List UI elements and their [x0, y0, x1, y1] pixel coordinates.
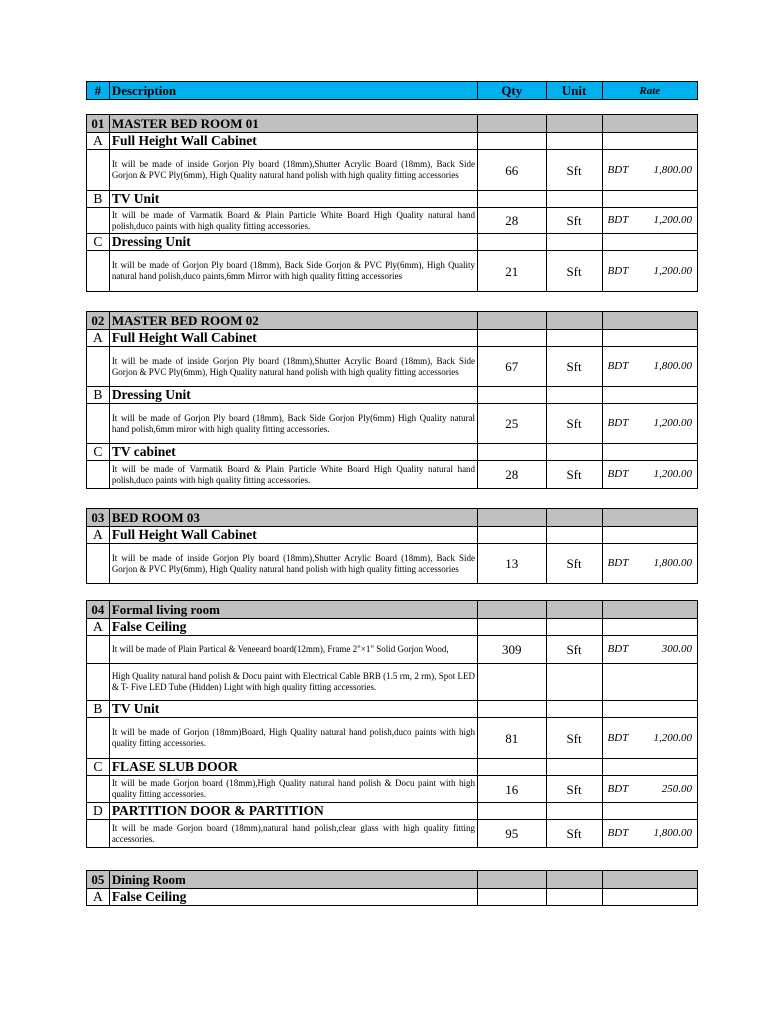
empty-cell [87, 544, 110, 584]
empty-cell [546, 527, 602, 544]
item-title: Dressing Unit [109, 234, 477, 251]
empty-cell [87, 718, 110, 759]
item-unit: Sft [546, 347, 602, 387]
item-rate: 1,800.00 [653, 557, 692, 569]
item-rate: 1,200.00 [653, 264, 692, 277]
empty-cell [602, 759, 697, 776]
empty-cell [87, 664, 110, 701]
empty-cell [87, 636, 110, 664]
item-title-row [87, 527, 698, 544]
item-rate-cell [602, 404, 697, 444]
header-description: Description [109, 82, 477, 100]
section-title: MASTER BED ROOM 01 [109, 115, 477, 133]
empty-cell [87, 404, 110, 444]
item-rate-cell [602, 208, 697, 234]
item-description: It will be made of inside Gorjon Ply board (18mm),Shutter Acrylic Board (18mm), Back Side Gorjon & PVC Ply(6mm), High Quality natural hand polish with high quality fitting accessories [109, 347, 477, 387]
item-rate: 1,800.00 [653, 360, 692, 372]
empty-cell [478, 889, 546, 906]
item-letter: D [87, 803, 110, 820]
item-letter: A [87, 889, 110, 906]
item-currency: BDT [607, 827, 629, 839]
item-letter: B [87, 191, 110, 208]
item-unit: Sft [546, 718, 602, 759]
empty-cell [478, 509, 546, 527]
section-row [87, 509, 698, 527]
empty-cell [602, 234, 697, 251]
item-qty: 66 [478, 150, 546, 191]
item-rate-cell [602, 718, 697, 759]
item-detail-row [87, 820, 698, 848]
item-title-row [87, 387, 698, 404]
empty-cell [478, 234, 546, 251]
item-currency: BDT [607, 731, 629, 744]
item-title: Full Height Wall Cabinet [109, 330, 477, 347]
item-currency: BDT [607, 417, 629, 429]
empty-cell [478, 387, 546, 404]
section-row [87, 871, 698, 889]
item-detail-row [87, 461, 698, 489]
empty-cell [602, 803, 697, 820]
item-title: PARTITION DOOR & PARTITION [109, 803, 477, 820]
item-rate: 250.00 [661, 782, 692, 795]
item-title-row [87, 701, 698, 718]
item-title-row [87, 803, 698, 820]
item-rate: 1,200.00 [653, 417, 692, 429]
item-detail-row [87, 636, 698, 664]
item-title-row [87, 133, 698, 150]
item-rate: 1,800.00 [653, 163, 692, 176]
section-number: 05 [87, 871, 110, 889]
item-unit: Sft [546, 820, 602, 848]
section-title: MASTER BED ROOM 02 [109, 312, 477, 330]
empty-cell [546, 871, 602, 889]
empty-cell [602, 601, 697, 619]
empty-cell [478, 619, 546, 636]
rate-wrap [605, 784, 695, 795]
item-rate-cell [602, 461, 697, 489]
empty-cell [87, 820, 110, 848]
section-table [86, 508, 698, 584]
item-currency: BDT [607, 360, 629, 372]
empty-cell [546, 444, 602, 461]
empty-cell [602, 115, 697, 133]
item-currency: BDT [607, 468, 629, 480]
empty-cell [87, 461, 110, 489]
item-title: Full Height Wall Cabinet [109, 133, 477, 150]
section-row [87, 115, 698, 133]
item-rate-cell [602, 150, 697, 191]
empty-cell [87, 208, 110, 234]
section-table [86, 114, 698, 292]
empty-cell [546, 312, 602, 330]
item-qty: 16 [478, 776, 546, 803]
item-unit: Sft [546, 636, 602, 664]
item-rate: 300.00 [661, 643, 692, 655]
empty-cell [602, 191, 697, 208]
empty-cell [546, 234, 602, 251]
item-letter: A [87, 330, 110, 347]
item-detail-row [87, 776, 698, 803]
rate-wrap [605, 644, 695, 655]
empty-cell [546, 889, 602, 906]
item-qty [478, 664, 546, 701]
header-rate: Rate [602, 82, 697, 100]
rate-wrap [605, 828, 695, 839]
item-letter: C [87, 759, 110, 776]
empty-cell [478, 330, 546, 347]
item-unit: Sft [546, 544, 602, 584]
item-title: False Ceiling [109, 619, 477, 636]
item-letter: A [87, 527, 110, 544]
section-number: 01 [87, 115, 110, 133]
empty-cell [546, 330, 602, 347]
item-rate-cell [602, 636, 697, 664]
section-number: 04 [87, 601, 110, 619]
section-row [87, 312, 698, 330]
item-currency: BDT [607, 557, 629, 569]
item-unit [546, 664, 602, 701]
empty-cell [546, 601, 602, 619]
empty-cell [478, 759, 546, 776]
item-title: TV Unit [109, 701, 477, 718]
empty-cell [478, 601, 546, 619]
empty-cell [478, 312, 546, 330]
empty-cell [602, 330, 697, 347]
item-title: False Ceiling [109, 889, 477, 906]
item-currency: BDT [607, 214, 629, 226]
empty-cell [87, 347, 110, 387]
item-unit: Sft [546, 251, 602, 292]
item-rate-cell [602, 251, 697, 292]
empty-cell [546, 509, 602, 527]
item-title: Dressing Unit [109, 387, 477, 404]
header-unit: Unit [546, 82, 602, 100]
item-letter: A [87, 133, 110, 150]
item-rate: 1,200.00 [653, 214, 692, 226]
empty-cell [546, 191, 602, 208]
item-currency: BDT [607, 643, 629, 655]
item-description: It will be made of Varmatik Board & Plain Particle White Board High Quality natural hand polish,duco paints with high quality fitting accessories. [109, 208, 477, 234]
item-qty: 28 [478, 208, 546, 234]
item-detail-row [87, 251, 698, 292]
section-title: BED ROOM 03 [109, 509, 477, 527]
item-detail-row [87, 347, 698, 387]
item-unit: Sft [546, 404, 602, 444]
empty-cell [87, 150, 110, 191]
empty-cell [478, 803, 546, 820]
item-description: High Quality natural hand polish & Docu paint with Electrical Cable BRB (1.5 rm, 2 rm), Spot LED & T- Five LED Tube (Hidden) Light with high quality fitting accessories. [109, 664, 477, 701]
section-number: 02 [87, 312, 110, 330]
empty-cell [602, 889, 697, 906]
empty-cell [478, 701, 546, 718]
empty-cell [478, 191, 546, 208]
section-table [86, 870, 698, 906]
item-qty: 309 [478, 636, 546, 664]
header-num: # [87, 82, 110, 100]
section-table [86, 311, 698, 489]
item-title: Full Height Wall Cabinet [109, 527, 477, 544]
item-description: It will be made Gorjon board (18mm),High Quality natural hand polish & Docu paint with high quality fitting accessories. [109, 776, 477, 803]
empty-cell [602, 619, 697, 636]
item-title: TV Unit [109, 191, 477, 208]
item-title-row [87, 759, 698, 776]
rate-wrap [605, 418, 695, 429]
empty-cell [546, 115, 602, 133]
item-description: It will be made of Gorjon Ply board (18mm), Back Side Gorjon & PVC Ply(6mm), High Quality natural hand polish,duco paints,6mm Mirror with high quality fitting accessories [109, 251, 477, 292]
item-description: It will be made of Plain Partical & Veneeard board(12mm), Frame 2"×1" Solid Gorjon Wood, [109, 636, 477, 664]
header-table [86, 81, 698, 100]
rate-wrap [605, 165, 695, 176]
item-detail-row [87, 718, 698, 759]
empty-cell [602, 133, 697, 150]
item-rate-cell [602, 347, 697, 387]
item-qty: 81 [478, 718, 546, 759]
item-letter: B [87, 387, 110, 404]
item-detail-row [87, 664, 698, 701]
item-description: It will be made Gorjon board (18mm),natural hand polish,clear glass with high quality fitting accessories. [109, 820, 477, 848]
item-rate: 1,800.00 [653, 827, 692, 839]
item-letter: C [87, 234, 110, 251]
item-letter: A [87, 619, 110, 636]
item-description: It will be made of Gorjon Ply board (18mm), Back Side Gorjon Ply(6mm) High Quality natural hand polish,6mm miror with high quality fitting accessories. [109, 404, 477, 444]
item-currency: BDT [607, 264, 629, 277]
item-title-row [87, 191, 698, 208]
empty-cell [546, 759, 602, 776]
empty-cell [602, 444, 697, 461]
empty-cell [478, 133, 546, 150]
item-description: It will be made of inside Gorjon Ply board (18mm),Shutter Acrylic Board (18mm), Back Side Gorjon & PVC Ply(6mm), High Quality natural hand polish with high quality fitting accessories [109, 544, 477, 584]
rate-wrap [605, 469, 695, 480]
empty-cell [478, 527, 546, 544]
empty-cell [546, 387, 602, 404]
item-rate: 1,200.00 [653, 731, 692, 744]
empty-cell [478, 871, 546, 889]
item-unit: Sft [546, 150, 602, 191]
section-title: Formal living room [109, 601, 477, 619]
item-detail-row [87, 404, 698, 444]
empty-cell [602, 509, 697, 527]
item-description: It will be made of Varmatik Board & Plain Particle White Board High Quality natural hand polish,duco paints with high quality fitting accessories. [109, 461, 477, 489]
item-rate-cell [602, 776, 697, 803]
rate-wrap [605, 733, 695, 744]
item-letter: B [87, 701, 110, 718]
empty-cell [478, 115, 546, 133]
section-table [86, 600, 698, 848]
item-title-row [87, 444, 698, 461]
item-qty: 21 [478, 251, 546, 292]
empty-cell [546, 619, 602, 636]
empty-cell [87, 776, 110, 803]
item-title-row [87, 889, 698, 906]
item-currency: BDT [607, 163, 629, 176]
empty-cell [602, 701, 697, 718]
empty-cell [602, 312, 697, 330]
item-detail-row [87, 150, 698, 191]
item-rate-cell [602, 664, 697, 701]
item-description: It will be made of inside Gorjon Ply board (18mm),Shutter Acrylic Board (18mm), Back Side Gorjon & PVC Ply(6mm), High Quality natural hand polish with high quality fitting accessories [109, 150, 477, 191]
empty-cell [546, 701, 602, 718]
item-title: TV cabinet [109, 444, 477, 461]
item-unit: Sft [546, 776, 602, 803]
empty-cell [87, 251, 110, 292]
empty-cell [546, 133, 602, 150]
empty-cell [546, 803, 602, 820]
item-qty: 25 [478, 404, 546, 444]
rate-wrap [605, 361, 695, 372]
item-rate-cell [602, 820, 697, 848]
item-letter: C [87, 444, 110, 461]
item-title-row [87, 234, 698, 251]
empty-cell [478, 444, 546, 461]
empty-cell [602, 527, 697, 544]
section-number: 03 [87, 509, 110, 527]
item-unit: Sft [546, 208, 602, 234]
item-qty: 13 [478, 544, 546, 584]
item-title: FLASE SLUB DOOR [109, 759, 477, 776]
item-currency: BDT [607, 782, 629, 795]
item-detail-row [87, 208, 698, 234]
item-title-row [87, 619, 698, 636]
item-detail-row [87, 544, 698, 584]
section-title: Dining Room [109, 871, 477, 889]
item-rate: 1,200.00 [653, 468, 692, 480]
header-qty: Qty [478, 82, 546, 100]
item-description: It will be made of Gorjon (18mm)Board, High Quality natural hand polish,duco paints with high quality fitting accessories. [109, 718, 477, 759]
item-qty: 28 [478, 461, 546, 489]
rate-wrap [605, 215, 695, 226]
rate-wrap [605, 558, 695, 569]
item-qty: 67 [478, 347, 546, 387]
section-row [87, 601, 698, 619]
header-row [87, 82, 698, 100]
empty-cell [602, 871, 697, 889]
item-qty: 95 [478, 820, 546, 848]
item-unit: Sft [546, 461, 602, 489]
empty-cell [602, 387, 697, 404]
rate-wrap [605, 266, 695, 277]
item-title-row [87, 330, 698, 347]
item-rate-cell [602, 544, 697, 584]
